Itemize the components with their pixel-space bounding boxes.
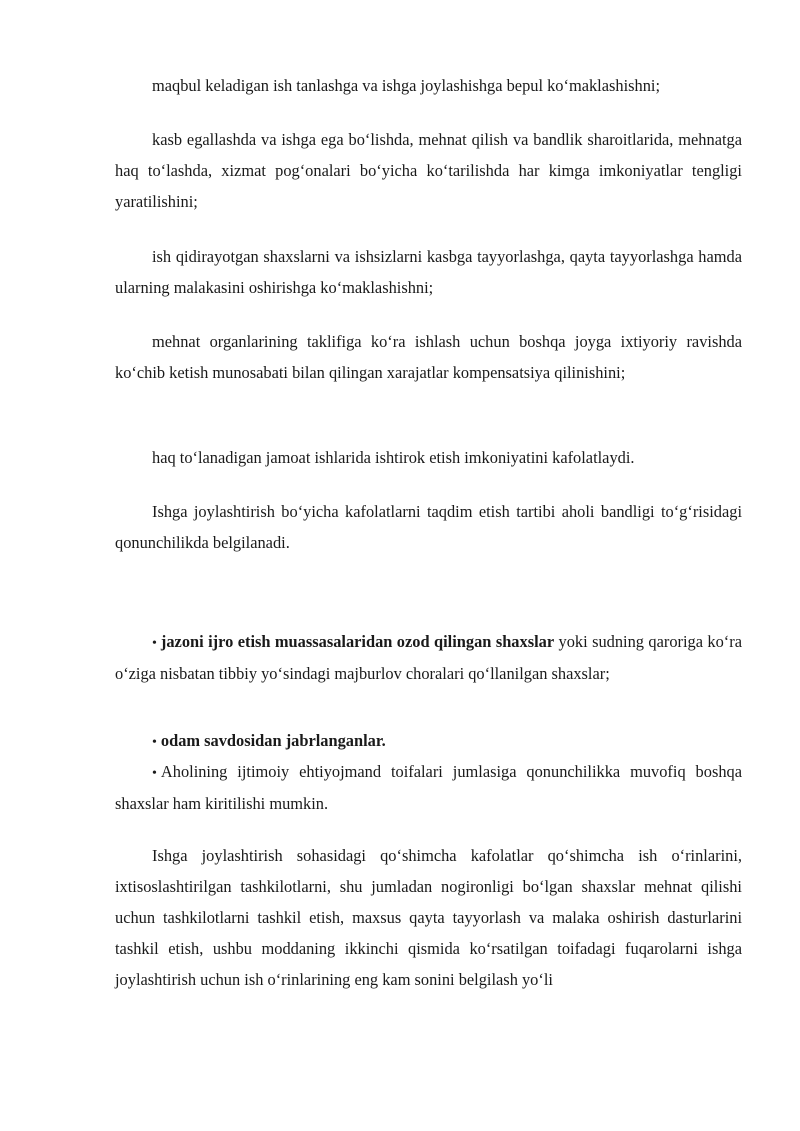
final-paragraph: Ishga joylashtirish sohasidagi qo‘shimcha kafolatlar qo‘shimcha ish o‘rinlarini, ixtisoslashtirilgan tashkilotlarni, shu jumladan nogironligi bo‘lgan shaxslar mehnat qilishi uchun tashkilotlarni tashkil etish, maxsus qayta tayyorlash va malaka oshirish dasturlarini tashkil etish, ushbu moddaning ikkinchi qismida ko‘rsatilgan toifadagi fuqarolarni ishga joylashtirish uchun ish o‘rinlarining eng kam sonini belgilash yo‘li <box>115 846 742 989</box>
bullet-item-3 <box>115 757 742 819</box>
bullet-icon: • <box>152 636 157 651</box>
bullet-icon: • <box>152 766 157 781</box>
bullet-item-1 <box>115 627 742 689</box>
paragraph-1: maqbul keladigan ish tanlashga va ishga joylashishga bepul ko‘maklashishni; <box>152 76 661 95</box>
paragraph-4: mehnat organlarining taklifiga ko‘ra ishlash uchun boshqa joyga ixtiyoriy ravishda ko‘chib ketish munosabati bilan qilingan xarajatlar kompensatsiya qilinishini; <box>115 332 742 382</box>
bullet-item-1-bold: jazoni ijro etish muassasalaridan ozod qilingan shaxslar <box>160 632 555 651</box>
bullet-item-1-text: yoki sudning qaroriga ko‘ra o‘ziga nisbatan tibbiy yo‘sindagi majburlov choralari qo‘llanilgan shaxslar; <box>115 632 742 683</box>
paragraph-5: haq to‘lanadigan jamoat ishlarida ishtirok etish imkoniyatini kafolatlaydi. <box>152 448 635 467</box>
bullet-item-3-text: Aholining ijtimoiy ehtiyojmand toifalari jumlasiga qonunchilikka muvofiq boshqa shaxslar ham kiritilishi mumkin. <box>115 762 742 813</box>
paragraph-2: kasb egallashda va ishga ega bo‘lishda, mehnat qilish va bandlik sharoitlarida, mehnatga haq to‘lashda, xizmat pog‘onalari bo‘yicha ko‘tarilishda har kimga imkoniyatlar tengligi yaratilishini; <box>115 130 742 211</box>
bullet-icon: • <box>152 735 157 750</box>
bullet-item-2 <box>115 726 742 758</box>
bullet-item-2-bold: odam savdosidan jabrlanganlar. <box>160 731 386 750</box>
paragraph-6: Ishga joylashtirish bo‘yicha kafolatlarni taqdim etish tartibi aholi bandligi to‘g‘risidagi qonunchilikda belgilanadi. <box>115 502 742 552</box>
paragraph-3: ish qidirayotgan shaxslarni va ishsizlarni kasbga tayyorlashga, qayta tayyorlashga hamda ularning malakasini oshirishga ko‘maklashishni; <box>115 247 742 297</box>
